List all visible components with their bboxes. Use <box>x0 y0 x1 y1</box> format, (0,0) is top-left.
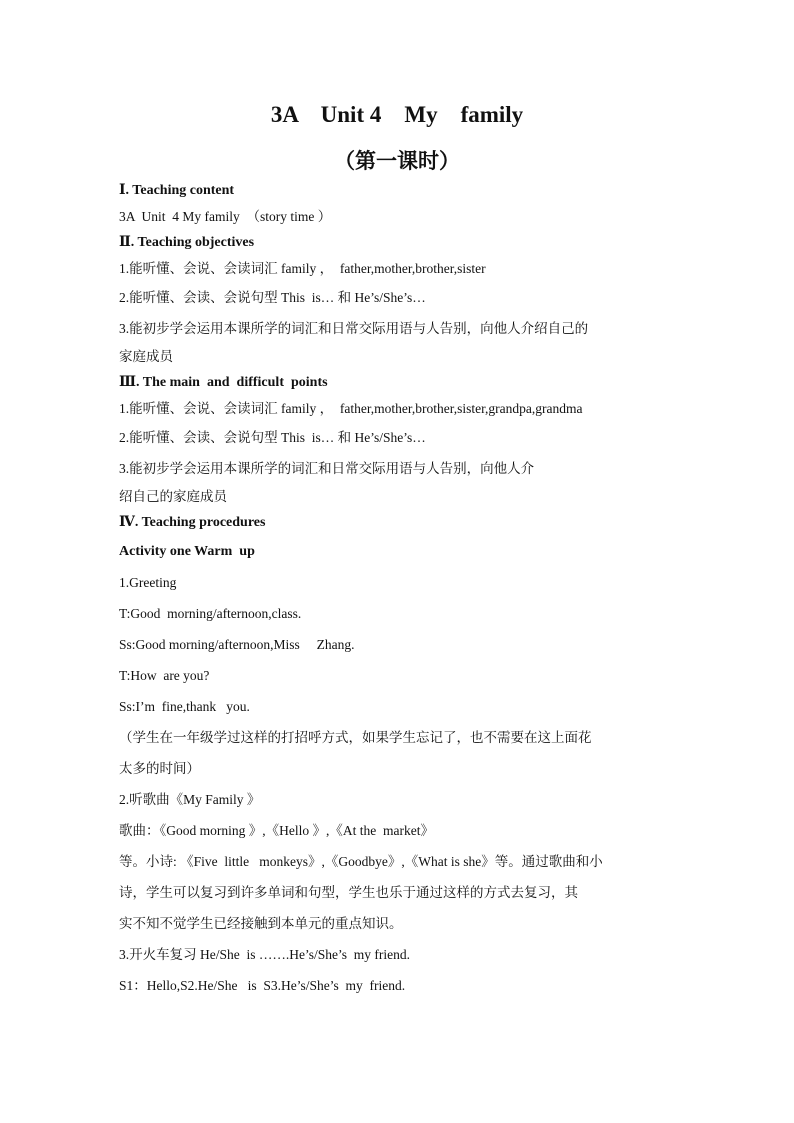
text-line: 2.能听懂、会读、会说句型 This is… 和 He’s/She’s… <box>119 290 426 305</box>
text-line: 家庭成员 <box>119 349 173 364</box>
text-line: T:Good morning/afternoon,class. <box>119 606 302 621</box>
text-line: 太多的时间） <box>119 761 200 776</box>
text-line: 歌曲：《Good morning 》,《Hello 》,《At the market》 <box>119 823 434 838</box>
text-line: Ss:I’m fine,thank you. <box>119 699 250 714</box>
text-line: 1.Greeting <box>119 575 177 590</box>
text-line: 3.能初步学会运用本课所学的词汇和日常交际用语与人告别，向他人介 <box>119 461 535 476</box>
document-subtitle: （第一课时） <box>334 149 460 173</box>
text-line: 3.开火车复习 He/She is …….He’s/She’s my friend. <box>119 947 410 962</box>
text-line: Ss:Good morning/afternoon,Miss Zhang. <box>119 637 355 652</box>
text-line: Ⅲ. The main and difficult points <box>119 375 328 390</box>
text-line: 3.能初步学会运用本课所学的词汇和日常交际用语与人告别，向他人介绍自己的 <box>119 321 589 336</box>
text-line: 诗，学生可以复习到许多单词和句型，学生也乐于通过这样的方式去复习，其 <box>119 885 578 900</box>
text-line: 1.能听懂、会说、会读词汇 family ， father,mother,brother,sister,grandpa,grandma <box>119 401 583 416</box>
text-line: T:How are you? <box>119 668 210 683</box>
text-line: （学生在一年级学过这样的打招呼方式，如果学生忘记了，也不需要在这上面花 <box>119 730 592 745</box>
text-line: S1：Hello,S2.He/She is S3.He’s/She’s my friend. <box>119 978 406 993</box>
text-line: 等。小诗: 《Five little monkeys》,《Goodbye》,《What is she》等。通过歌曲和小 <box>119 854 603 869</box>
text-line: Ⅳ. Teaching procedures <box>119 515 266 530</box>
text-line: Ⅰ. Teaching content <box>119 183 235 198</box>
document-title: 3A Unit 4 My family <box>270 102 524 127</box>
text-line: 绍自己的家庭成员 <box>119 489 227 504</box>
text-line: 3A Unit 4 My family （story time ） <box>119 209 332 224</box>
text-line: 1.能听懂、会说、会读词汇 family ， father,mother,brother,sister <box>119 261 486 276</box>
document-body <box>119 178 679 1001</box>
text-line: 2.听歌曲《My Family 》 <box>119 792 261 807</box>
text-line: 实不知不觉学生已经接触到本单元的重点知识。 <box>119 916 403 931</box>
text-line: Ⅱ. Teaching objectives <box>119 235 255 250</box>
text-line: Activity one Warm up <box>119 544 255 559</box>
text-line: 2.能听懂、会读、会说句型 This is… 和 He’s/She’s… <box>119 430 426 445</box>
